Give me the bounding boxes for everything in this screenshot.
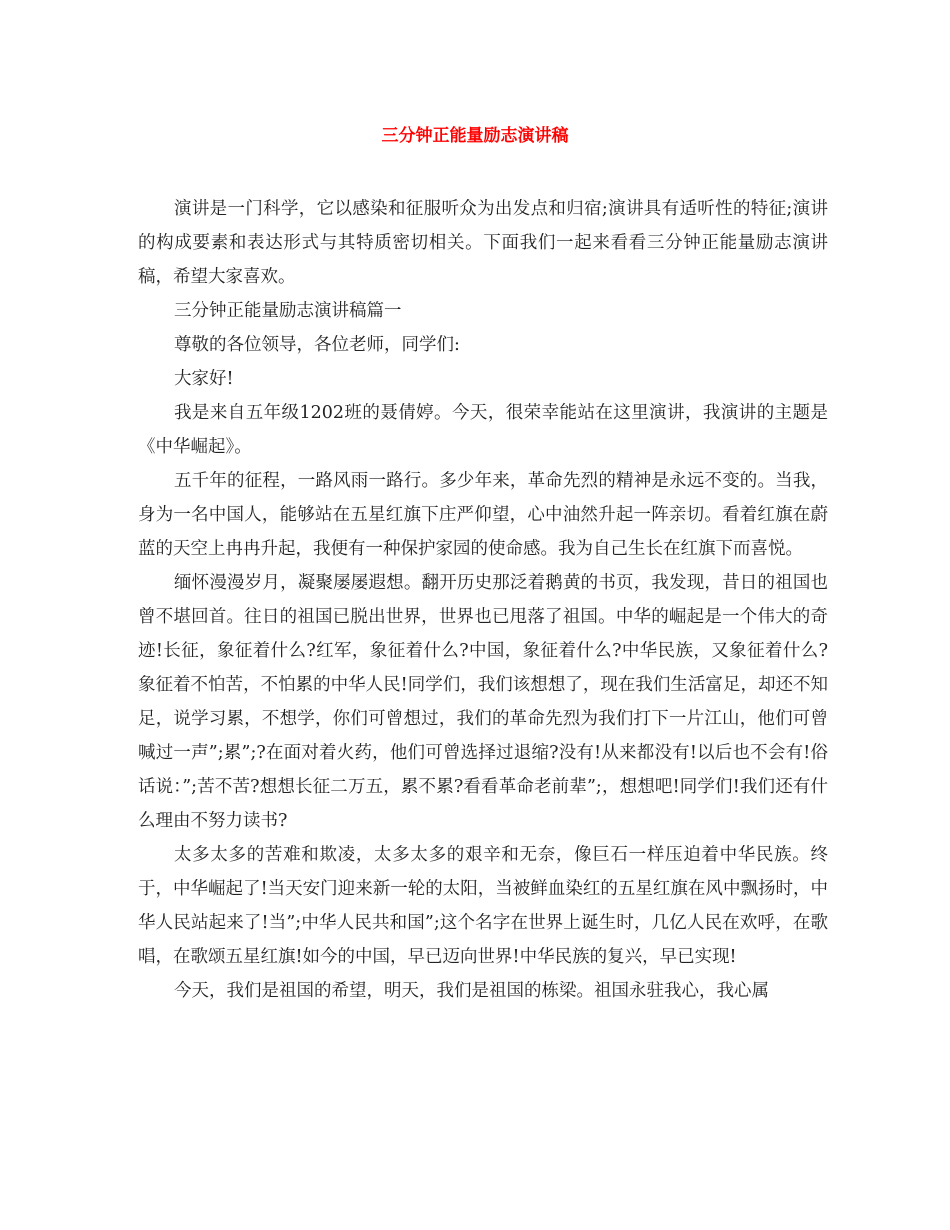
paragraph-body: 太多太多的苦难和欺凌，太多太多的艰辛和无奈，像巨石一样压迫着中华民族。终于，中华崛起了!当天安门迎来新一轮的太阳，当被鲜血染红的五星红旗在风中飘扬时，中华人民站起来了!当”;中华人民共和国”;这个名字在世界上诞生时，几亿人民在欢呼，在歌唱，在歌颂五星红旗!如今的中国，早已迈向世界!中华民族的复兴，早已实现! <box>138 845 828 967</box>
paragraph-body: 五千年的征程，一路风雨一路行。多少年来，革命先烈的精神是永远不变的。当我，身为一名中国人，能够站在五星红旗下庄严仰望，心中油然升起一阵亲切。看着红旗在蔚蓝的天空上冉冉升起，我便有一种保护家园的使命感。我为自己生长在红旗下而喜悦。 <box>138 471 828 559</box>
paragraph-greeting: 大家好! <box>174 369 234 389</box>
paragraph-body: 缅怀漫漫岁月，凝聚屡屡遐想。翻开历史那泛着鹅黄的书页，我发现，昔日的祖国也曾不堪回首。往日的祖国已脱出世界，世界也已甩落了祖国。中华的崛起是一个伟大的奇迹!长征，象征着什么?红军，象征着什么?中国，象征着什么?中华民族，又象征着什么?象征着不怕苦，不怕累的中华人民!同学们，我们该想想了，现在我们生活富足，却还不知足，说学习累，不想学，你们可曾想过，我们的革命先烈为我们打下一片江山，他们可曾喊过一声”;累”;?在面对着火药，他们可曾选择过退缩?没有!从来都没有!以后也不会有!俗话说：”;苦不苦?想想长征二万五，累不累?看看革命老前辈”;，想想吧!同学们!我们还有什么理由不努力读书? <box>138 573 828 831</box>
paragraph-self-introduction: 我是来自五年级1202班的聂倩婷。今天，很荣幸能站在这里演讲，我演讲的主题是《中华崛起》。 <box>138 403 828 457</box>
document-body <box>138 192 828 1008</box>
paragraph-intro: 演讲是一门科学，它以感染和征服听众为出发点和归宿;演讲具有适听性的特征;演讲的构成要素和表达形式与其特质密切相关。下面我们一起来看看三分钟正能量励志演讲稿，希望大家喜欢。 <box>138 199 828 287</box>
paragraph-salutation: 尊敬的各位领导，各位老师，同学们: <box>174 335 460 355</box>
paragraph-section-heading: 三分钟正能量励志演讲稿篇一 <box>174 301 402 321</box>
document-title: 三分钟正能量励志演讲稿 <box>381 126 569 146</box>
paragraph-body: 今天，我们是祖国的希望，明天，我们是祖国的栋梁。祖国永驻我心，我心属 <box>174 981 769 1001</box>
